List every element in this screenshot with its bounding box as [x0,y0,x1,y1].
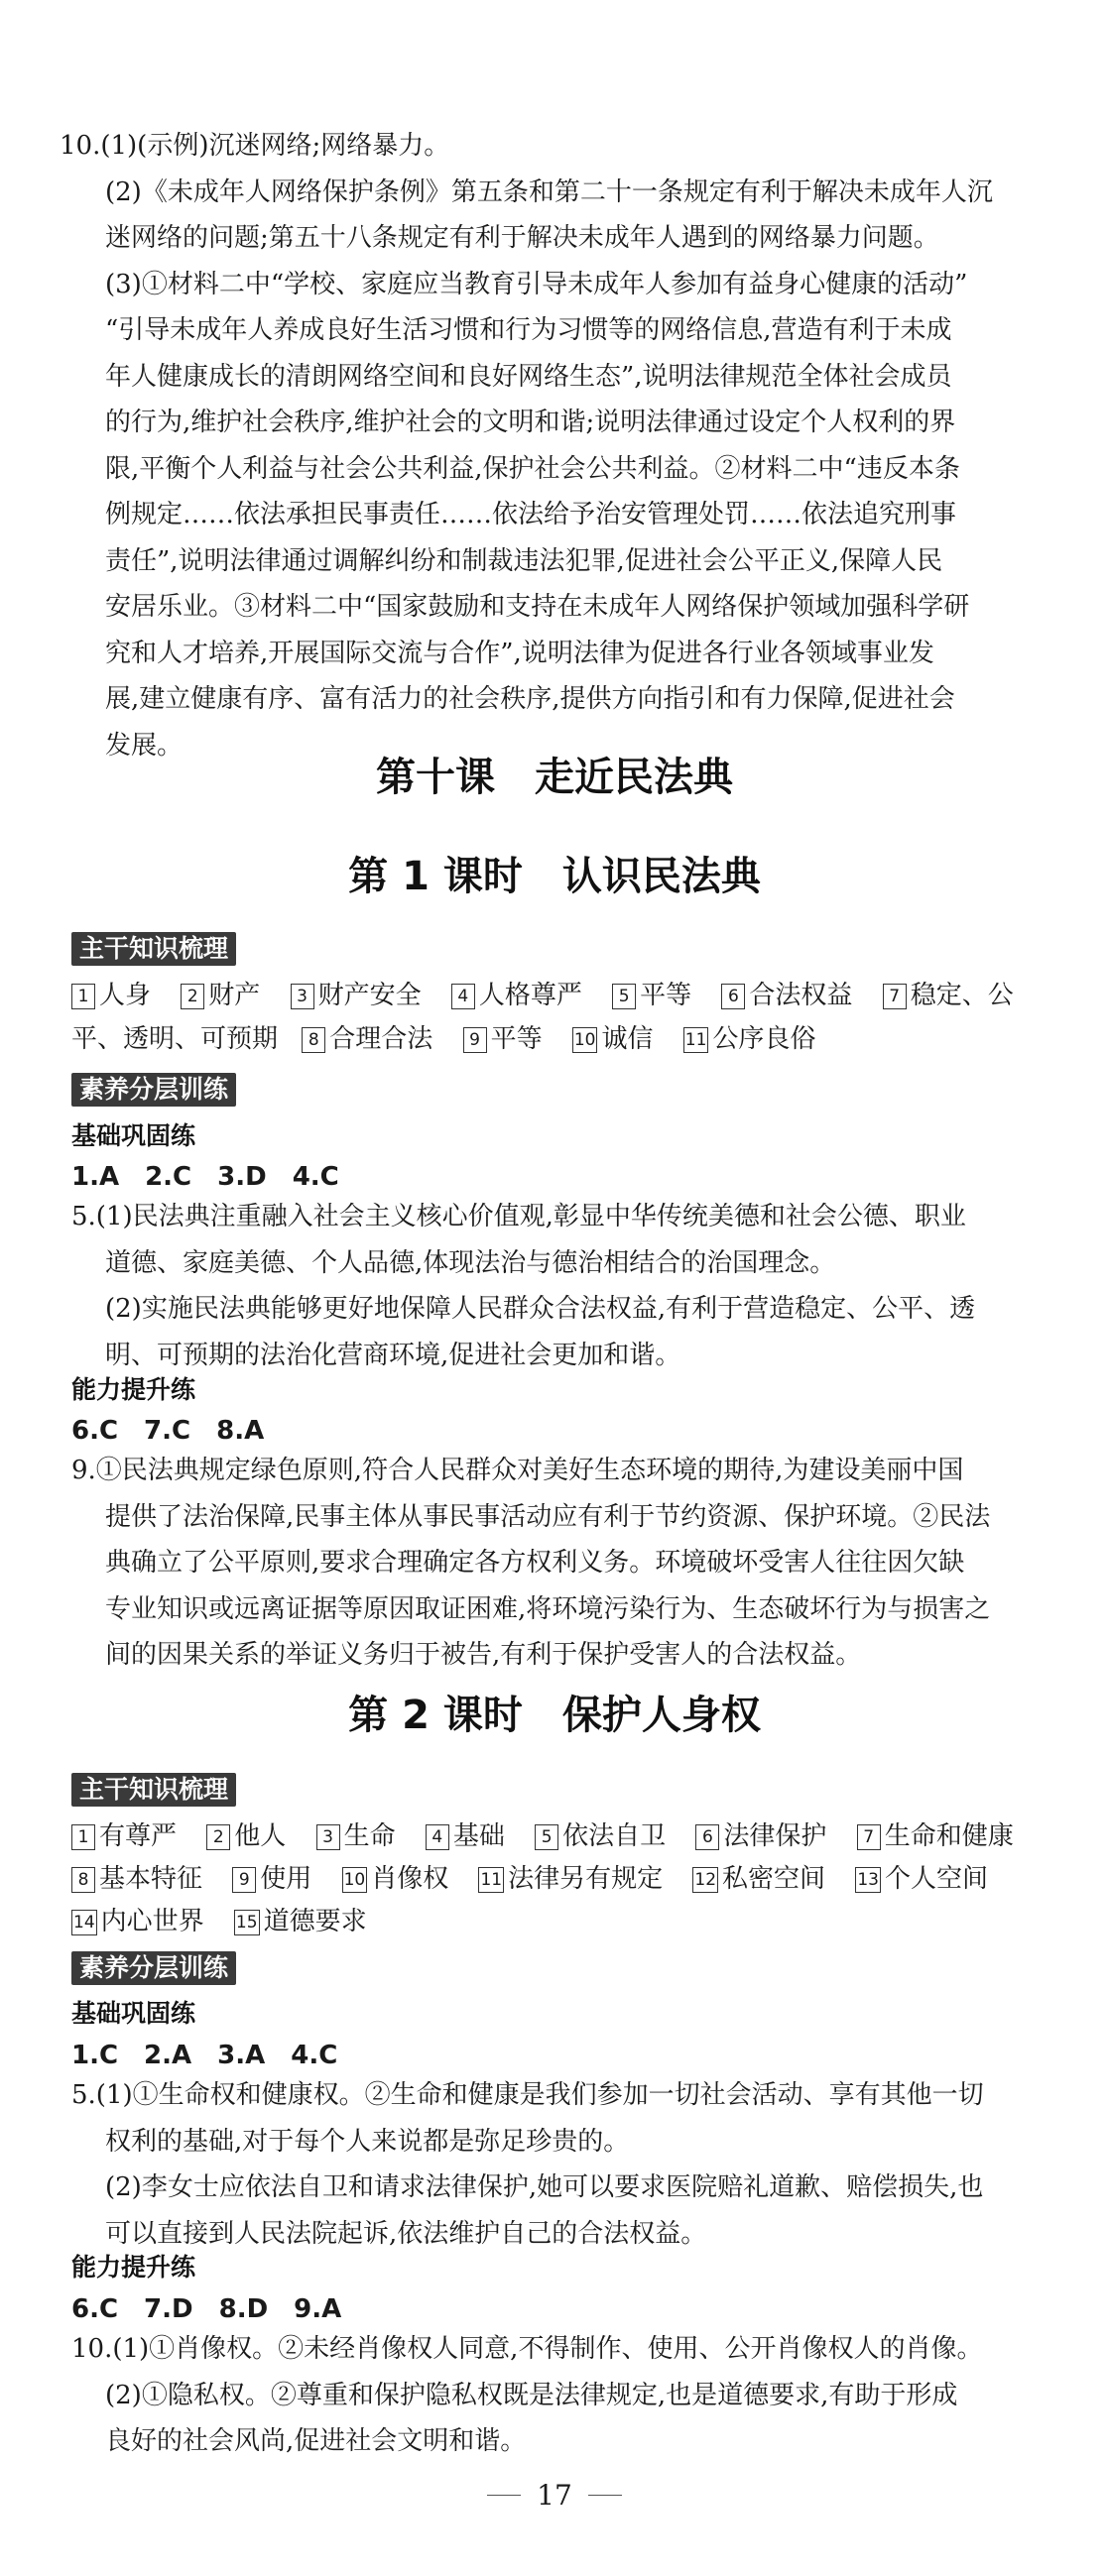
text-line: 提供了法治保障,民事主体从事民事活动应有利于节约资源、保护环境。②民法 [105,1501,991,1532]
text-line: 究和人才培养,开展国际交流与合作”,说明法律为促进各行业各领域事业发 [105,638,934,668]
item-number: 6 [695,1824,719,1850]
q9-answer [71,1448,1063,1679]
knowledge-item [234,1901,367,1937]
knowledge-item [572,1018,654,1055]
item-number: 3 [291,984,314,1009]
text-line: (2)①隐私权。②尊重和保护隐私权既是法律规定,也是道德要求,有助于形成 [105,2380,958,2410]
item-number: 1 [71,984,95,1009]
knowledge-item [71,1858,202,1895]
item-number: 4 [426,1824,449,1850]
dash-right [588,2495,622,2496]
item-number: 13 [855,1867,881,1893]
text-line: 展,建立健康有序、富有活力的社会秩序,提供方向指引和有力保障,促进社会 [105,684,955,714]
item-text: 公序良俗 [712,1024,816,1054]
item-text: 稳定、公 [910,981,1014,1010]
dash-left [487,2495,521,2496]
text-line: 10.(1)(示例)沉迷网络;网络暴力。 [60,131,450,161]
basic-answers: 1.A 2.C 3.D 4.C [71,1162,339,1192]
basic-practice-label: 基础巩固练 [71,1999,196,2028]
q5-answer [71,1194,1063,1378]
ability-answers: 6.C 7.D 8.D 9.A [71,2294,342,2324]
knowledge-item [71,1815,177,1852]
knowledge-item [692,1858,825,1895]
item-text: 财产安全 [317,981,422,1010]
text-line: 发展。 [105,730,184,761]
item-text: 肖像权 [371,1864,449,1894]
item-number: 15 [234,1910,260,1935]
item-number: 8 [302,1027,325,1053]
knowledge-item [463,1018,543,1055]
knowledge-item [857,1815,1014,1852]
knowledge-item [206,1815,286,1852]
text-line: (2)李女士应依法自卫和请求法律保护,她可以要求医院赔礼道歉、赔偿损失,也 [105,2172,984,2202]
knowledge-row [71,1901,389,1937]
basic-practice-label: 基础巩固练 [71,1121,196,1150]
item-text: 他人 [234,1821,287,1851]
item-text: 诚信 [601,1024,654,1054]
knowledge-tag: 主干知识梳理 [71,932,236,966]
knowledge-item [342,1858,449,1895]
lesson-title: 第十课 走近民法典 [376,755,733,800]
item-text: 财产 [208,981,261,1010]
text-line: 10.(1)①肖像权。②未经肖像权人同意,不得制作、使用、公开肖像权人的肖像。 [71,2334,983,2364]
item-text: 合理合法 [329,1024,433,1054]
text-line: 年人健康成长的清朗网络空间和良好网络生态”,说明法律规范全体社会成员 [105,361,952,392]
item-number: 2 [206,1824,230,1850]
knowledge-item [855,1858,988,1895]
item-number: 10 [342,1867,368,1893]
knowledge-item [883,975,1014,1011]
text-line: 迷网络的问题;第五十八条规定有利于解决未成年人遇到的网络暴力问题。 [105,223,939,253]
q5-answer [71,2072,1063,2257]
knowledge-item [291,975,422,1011]
knowledge-item [71,975,151,1011]
item-number: 5 [535,1824,558,1850]
ability-practice-label: 能力提升练 [71,2253,196,2282]
item-number: 11 [478,1867,504,1893]
item-number: 8 [71,1867,95,1893]
item-text: 道德要求 [263,1907,367,1936]
item-text: 法律另有规定 [508,1864,664,1894]
knowledge-item [695,1815,826,1852]
item-number: 7 [857,1824,881,1850]
page-number: 17 [0,2479,1109,2512]
text-line: 5.(1)①生命权和健康权。②生命和健康是我们参加一切社会活动、享有其他一切 [71,2080,984,2110]
knowledge-row [71,1858,988,1895]
item-number: 2 [181,984,204,1009]
period-1-title: 第 1 课时 认识民法典 [348,854,761,899]
knowledge-row [71,1815,1014,1852]
knowledge-item [71,1901,204,1937]
text-line: 例规定……依法承担民事责任……依法给予治安管理处罚……依法追究刑事 [105,500,957,529]
text-line: 可以直接到人民法院起诉,依法维护自己的合法权益。 [105,2218,707,2249]
training-tag: 素养分层训练 [71,1073,236,1107]
knowledge-row [71,1018,837,1055]
text-line: (2)《未成年人网络保护条例》第五条和第二十一条规定有利于解决未成年人沉 [105,176,993,207]
text-line: 明、可预期的法治化营商环境,促进社会更加和谐。 [105,1340,681,1370]
text-line: 良好的社会风尚,促进社会文明和谐。 [105,2426,527,2456]
item-text: 有尊严 [99,1821,178,1851]
text-line: 9.①民法典规定绿色原则,符合人民群众对美好生态环境的期待,为建设美丽中国 [71,1456,964,1485]
item-text: 人身 [99,981,152,1010]
item-text: 人格尊严 [478,981,582,1010]
text-line: 间的因果关系的举证义务归于被告,有利于保护受害人的合法权益。 [105,1640,862,1670]
item-number: 9 [463,1027,487,1053]
text-line: 专业知识或远离证据等原因取证困难,将环境污染行为、生态破坏行为与损害之 [105,1593,991,1624]
training-tag: 素养分层训练 [71,1951,236,1985]
knowledge-item [478,1858,663,1895]
knowledge-item [721,975,852,1011]
text-line: 的行为,维护社会秩序,维护社会的文明和谐;说明法律通过设定个人权利的界 [105,408,956,437]
item-number: 3 [316,1824,340,1850]
item-number: 1 [71,1824,95,1850]
item-text: 基础 [452,1821,505,1851]
knowledge-row [71,975,1014,1011]
text-line: (2)实施民法典能够更好地保障人民群众合法权益,有利于营造稳定、公平、透 [105,1294,976,1324]
item-text: 个人空间 [884,1864,988,1894]
q10-previous-answer [60,123,1051,768]
text-line: 道德、家庭美德、个人品德,体现法治与德治相结合的治国理念。 [105,1247,836,1278]
text-line: 典确立了公平原则,要求合理确定各方权利义务。环境破坏受害人往往因欠缺 [105,1548,965,1578]
knowledge-item-continued: 平、透明、可预期 [71,1024,279,1054]
text-line: 限,平衡个人利益与社会公共利益,保护社会公共利益。②材料二中“违反本条 [105,453,960,484]
knowledge-item [232,1858,311,1895]
ability-answers: 6.C 7.C 8.A [71,1416,265,1446]
text-line: 责任”,说明法律通过调解纠纷和制裁违法犯罪,促进社会公平正义,保障人民 [105,545,943,576]
item-number: 9 [232,1867,256,1893]
item-text: 生命和健康 [884,1821,1014,1851]
item-number: 11 [683,1027,709,1053]
item-number: 4 [451,984,475,1009]
ability-practice-label: 能力提升练 [71,1375,196,1404]
q10-answer [71,2326,1063,2465]
knowledge-item [683,1018,816,1055]
knowledge-tag: 主干知识梳理 [71,1773,236,1807]
item-number: 7 [883,984,907,1009]
text-line: (3)①材料二中“学校、家庭应当教育引导未成年人参加有益身心健康的活动” [105,269,968,299]
item-text: 生命 [343,1821,396,1851]
item-number: 6 [721,984,745,1009]
item-text: 内心世界 [100,1907,204,1936]
knowledge-item [535,1815,666,1852]
knowledge-item [316,1815,396,1852]
item-number: 14 [71,1910,97,1935]
basic-answers: 1.C 2.A 3.A 4.C [71,2041,338,2070]
text-line: “引导未成年人养成良好生活习惯和行为习惯等的网络信息,营造有利于未成 [105,315,952,345]
item-text: 平等 [640,981,692,1010]
item-text: 基本特征 [99,1864,203,1894]
text-line: 安居乐业。③材料二中“国家鼓励和支持在未成年人网络保护领域加强科学研 [105,592,970,622]
knowledge-item [612,975,691,1011]
item-text: 依法自卫 [562,1821,667,1851]
item-number: 5 [612,984,636,1009]
item-text: 私密空间 [722,1864,826,1894]
item-text: 合法权益 [749,981,853,1010]
knowledge-item [451,975,582,1011]
item-number: 10 [572,1027,598,1053]
knowledge-item [181,975,260,1011]
item-text: 使用 [260,1864,312,1894]
item-text: 平等 [490,1024,543,1054]
text-line: 权利的基础,对于每个人来说都是弥足珍贵的。 [105,2126,630,2157]
item-text: 法律保护 [723,1821,827,1851]
knowledge-item [302,1018,432,1055]
item-number: 12 [692,1867,718,1893]
knowledge-item [426,1815,505,1852]
text-line: 5.(1)民法典注重融入社会主义核心价值观,彰显中华传统美德和社会公德、职业 [71,1202,966,1231]
period-2-title: 第 2 课时 保护人身权 [348,1693,761,1738]
